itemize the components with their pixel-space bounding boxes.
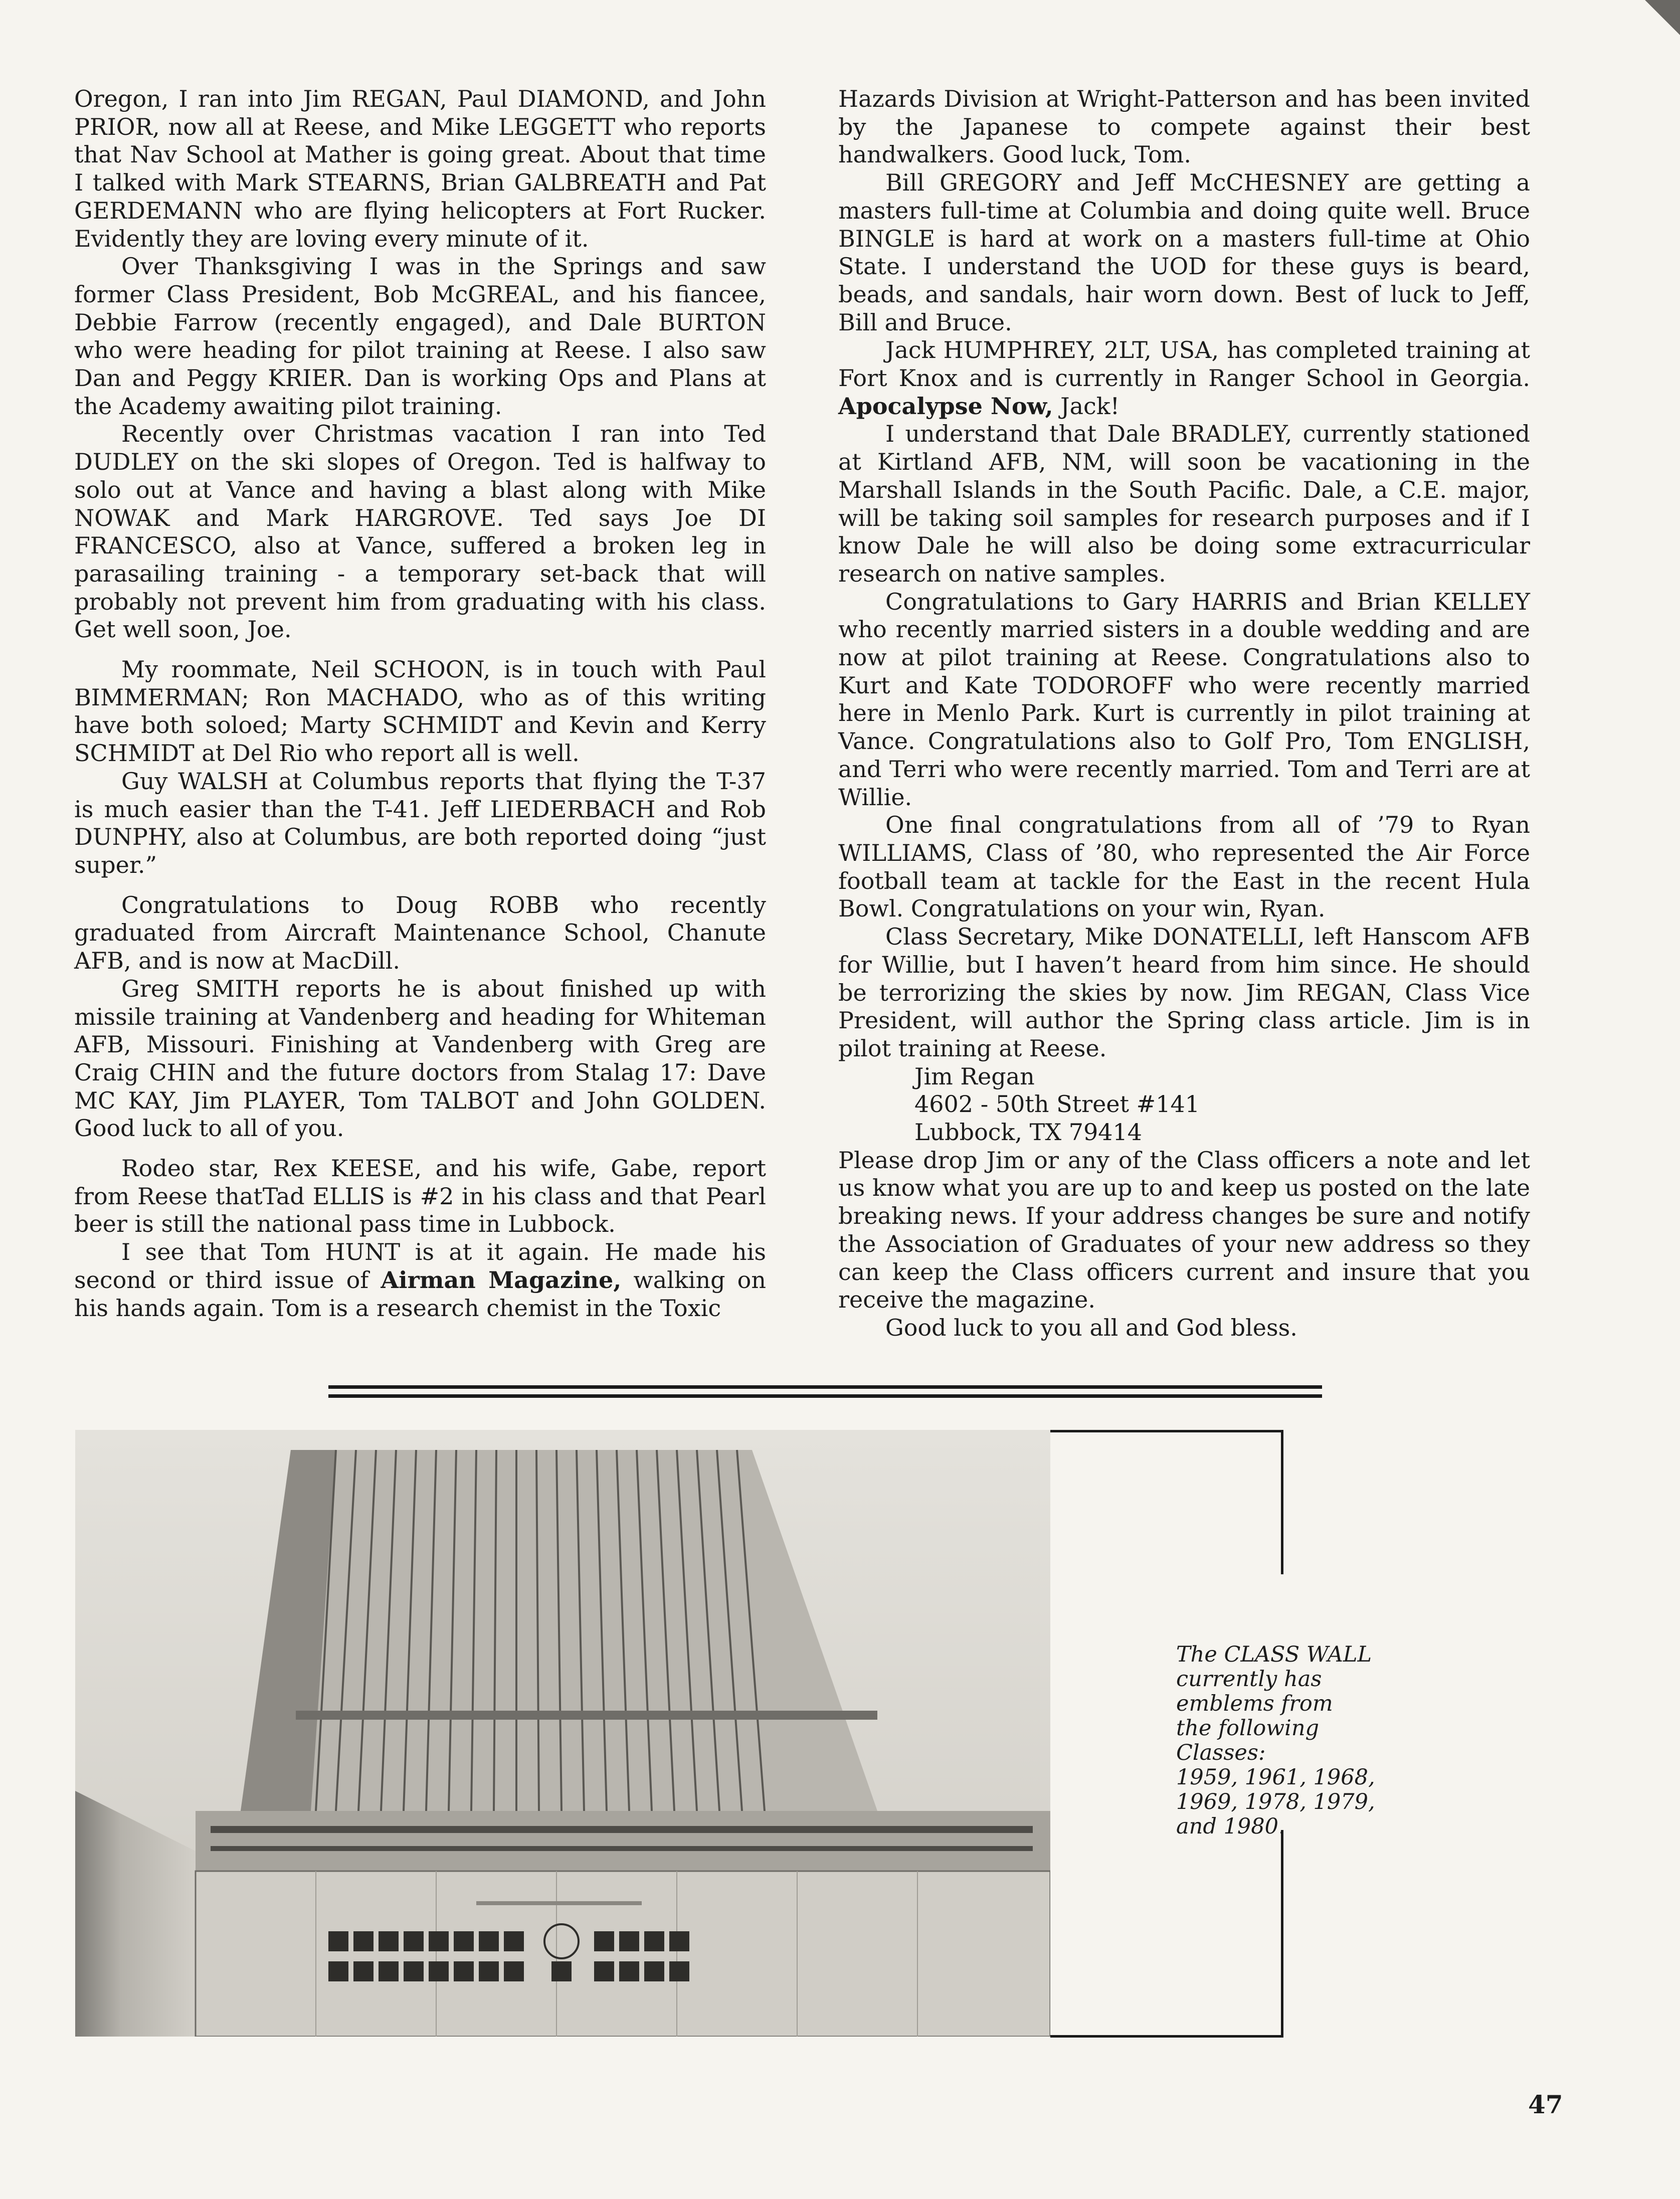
divider-rule: [328, 1385, 1322, 1389]
mailing-address: [838, 1063, 1530, 1147]
paragraph: Guy WALSH at Columbus reports that flying the T-37 is much easier than the T-41. Jeff LIEDERBACH and Rob DUNPHY, also at Columbus, are both reported doing “just super.”: [74, 767, 766, 878]
text: walking on his hands again. Tom is a research chemist in the Toxic: [74, 1266, 766, 1322]
right-column: [838, 85, 1530, 1342]
address-street: 4602 - 50th Street #141: [914, 1090, 1200, 1118]
paragraph: Recently over Christmas vacation I ran into Ted DUDLEY on the ski slopes of Oregon. Ted is halfway to solo out at Vance and having a blast along with Mike NOWAK and Mark HARGROVE. Ted says Joe DI FRANCESCO, also at Vance, suffered a broken leg in parasailing training - a temporary set-back that will probably not prevent him from graduating with his class. Get well soon, Joe.: [74, 420, 766, 643]
text: Jack HUMPHREY, 2LT, USA, has completed training at Fort Knox and is currently in Ranger School in Georgia.: [838, 336, 1530, 392]
paragraph: One final congratulations from all of ’79 to Ryan WILLIAMS, Class of ’80, who represented the Air Force football team at tackle for the East in the recent Hula Bowl. Congratulations on your win, Ryan.: [838, 811, 1530, 923]
paragraph: Class Secretary, Mike DONATELLI, left Hanscom AFB for Willie, but I haven’t heard from him since. He should be terrorizing the skies by now. Jim REGAN, Class Vice President, will author the Spring class article. Jim is in pilot training at Reese.: [838, 923, 1530, 1062]
chapel-drawing: [75, 1430, 1050, 2037]
movie-title: Apocalypse Now,: [838, 392, 1053, 420]
address-name: Jim Regan: [914, 1062, 1035, 1090]
paragraph: Rodeo star, Rex KEESE, and his wife, Gabe, report from Reese thatTad ELLIS is #2 in his class and that Pearl beer is still the national pass time in Lubbock.: [74, 1155, 766, 1238]
caption-line: Classes:: [1176, 1740, 1266, 1765]
paragraph-humphrey: [838, 336, 1530, 420]
left-column: [74, 85, 766, 1322]
closing-note: Please drop Jim or any of the Class officers a note and let us know what you are up to and keep us posted on the late breaking news. If your address changes be sure and notify the Association of Graduates of your new address so they can keep the Class officers current and insure that you receive the magazine.: [838, 1146, 1530, 1314]
chapel-class-wall-photo: [75, 1430, 1050, 2037]
address-city: Lubbock, TX 79414: [914, 1119, 1143, 1146]
paragraph-hunt: [74, 1238, 766, 1322]
paragraph: Over Thanksgiving I was in the Springs and saw former Class President, Bob McGREAL, and his fiancee, Debbie Farrow (recently engaged), and Dale BURTON who were heading for pilot training at Reese. I also saw Dan and Peggy KRIER. Dan is working Ops and Plans at the Academy awaiting pilot training.: [74, 253, 766, 420]
paragraph: I understand that Dale BRADLEY, currently stationed at Kirtland AFB, NM, will soon be vacationing in the Marshall Islands in the South Pacific. Dale, a C.E. major, will be taking soil samples for research purposes and if I know Dale he will also be doing some extracurricular research on native samples.: [838, 420, 1530, 587]
caption-line: 1959, 1961, 1968,: [1176, 1765, 1375, 1790]
caption-line: The CLASS WALL: [1176, 1642, 1372, 1667]
paragraph: Congratulations to Gary HARRIS and Brian KELLEY who recently married sisters in a double wedding and are now at pilot training at Reese. Congratulations also to Kurt and Kate TODOROFF who were recently married here in Menlo Park. Kurt is currently in pilot training at Vance. Congratulations also to Golf Pro, Tom ENGLISH, and Terri who were recently married. Tom and Terri are at Willie.: [838, 588, 1530, 811]
paragraph: Oregon, I ran into Jim REGAN, Paul DIAMOND, and John PRIOR, now all at Reese, and Mike LEGGETT who reports that Nav School at Mather is going great. About that time I talked with Mark STEARNS, Brian GALBREATH and Pat GERDEMANN who are flying helicopters at Fort Rucker. Evidently they are loving every minute of it.: [74, 85, 766, 252]
text: I see that Tom HUNT is at it again. He made his second or third issue of: [74, 1238, 766, 1294]
paragraph: Congratulations to Doug ROBB who recently graduated from Aircraft Maintenance School, Chanute AFB, and is now at MacDill.: [74, 891, 766, 975]
page-corner-mark: [1635, 0, 1680, 45]
paragraph: Hazards Division at Wright-Patterson and has been invited by the Japanese to compete against their best handwalkers. Good luck, Tom.: [838, 85, 1530, 168]
paragraph: Bill GREGORY and Jeff McCHESNEY are getting a masters full-time at Columbia and doing quite well. Bruce BINGLE is hard at work on a masters full-time at Ohio State. I understand the UOD for these guys is beard, beads, and sandals, hair worn down. Best of luck to Jeff, Bill and Bruce.: [838, 169, 1530, 336]
caption-line: currently has: [1176, 1667, 1322, 1692]
divider-rule: [328, 1394, 1322, 1398]
caption-line: and 1980.: [1176, 1814, 1285, 1839]
photo-caption: [1176, 1642, 1437, 1839]
caption-line: the following: [1176, 1716, 1320, 1741]
paragraph: My roommate, Neil SCHOON, is in touch with Paul BIMMERMAN; Ron MACHADO, who as of this writing have both soloed; Marty SCHMIDT and Kevin and Kerry SCHMIDT at Del Rio who report all is well.: [74, 656, 766, 767]
paragraph: Greg SMITH reports he is about finished up with missile training at Vandenberg and heading for Whiteman AFB, Missouri. Finishing at Vandenberg with Greg are Craig CHIN and the future doctors from Stalag 17: Dave MC KAY, Jim PLAYER, Tom TALBOT and John GOLDEN. Good luck to all of you.: [74, 975, 766, 1142]
signoff: Good luck to you all and God bless.: [885, 1314, 1297, 1341]
caption-line: emblems from: [1176, 1691, 1333, 1716]
magazine-title: Airman Magazine,: [381, 1266, 622, 1294]
caption-line: 1969, 1978, 1979,: [1176, 1789, 1375, 1814]
page-number: 47: [1528, 2090, 1563, 2119]
text: Jack!: [1053, 392, 1120, 420]
